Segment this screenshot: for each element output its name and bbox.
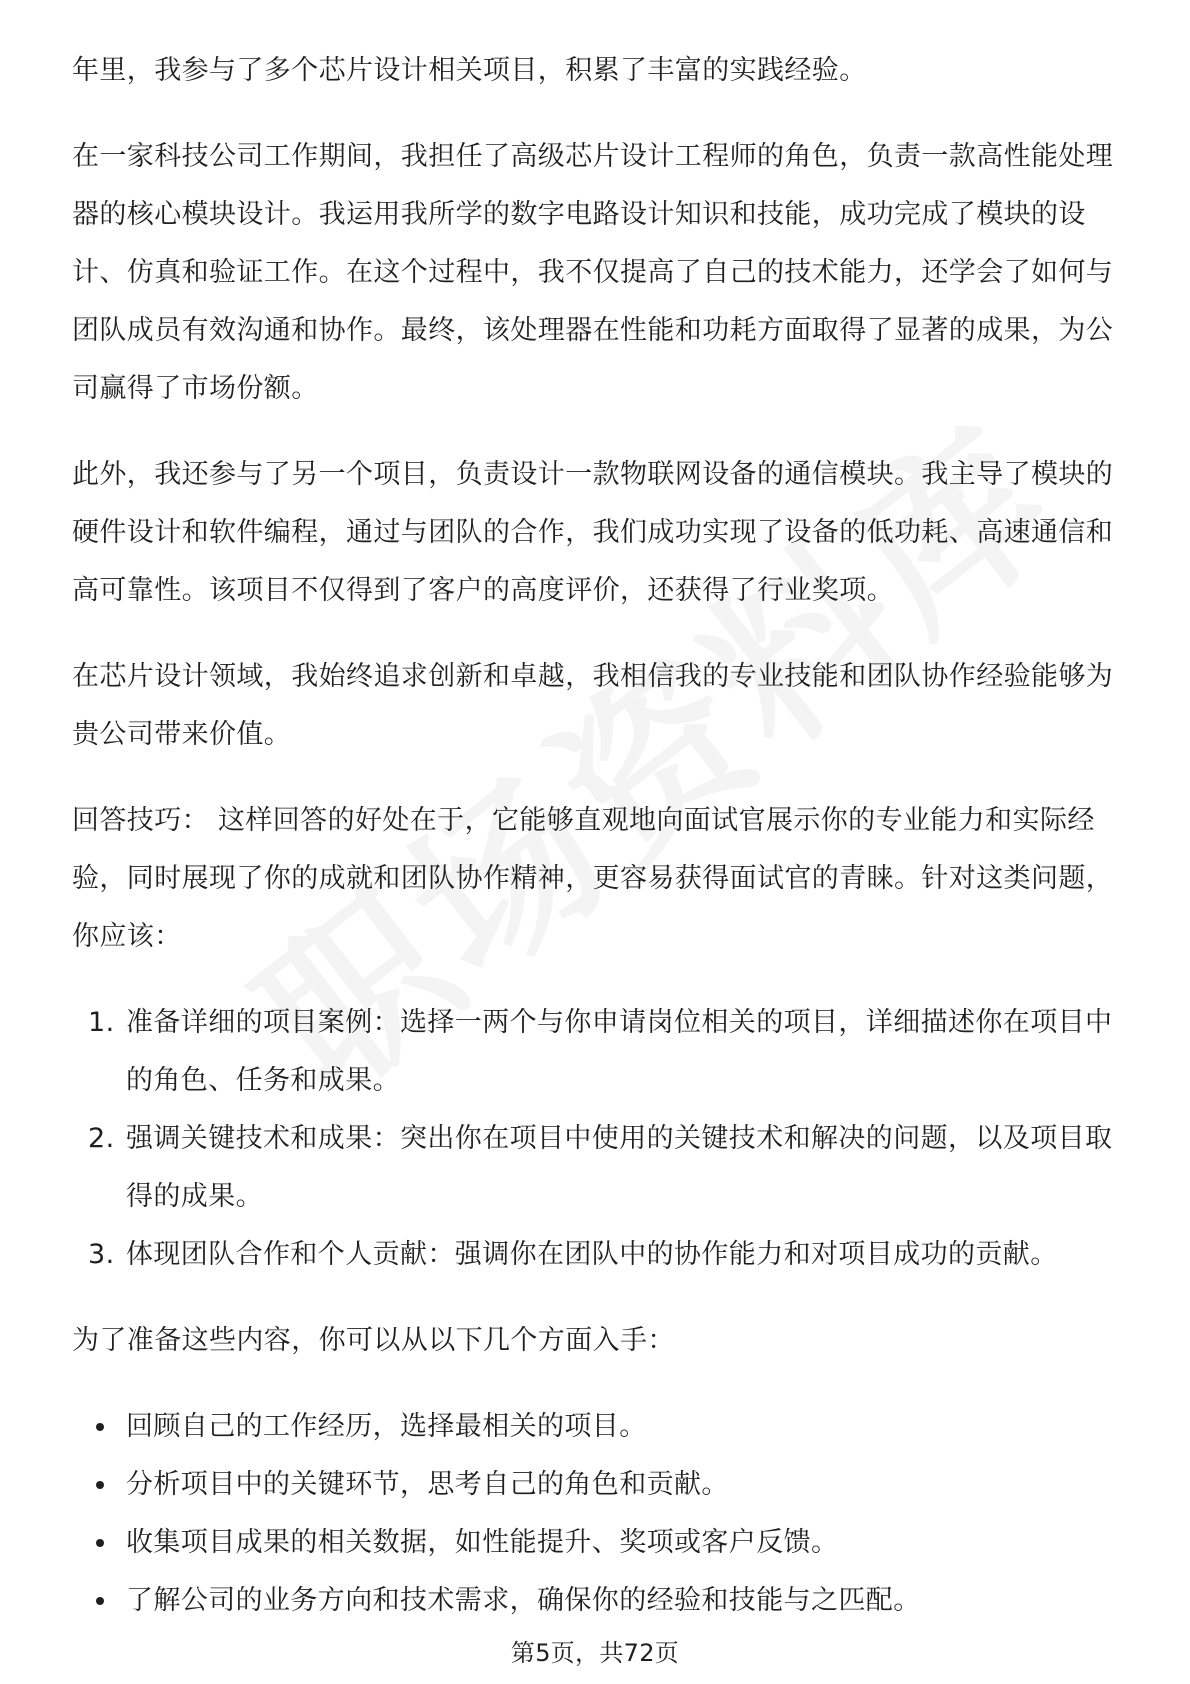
- preparation-list-item: [126, 1456, 1122, 1514]
- bullet-icon: [96, 1539, 104, 1547]
- paragraph-preparation: 为了准备这些内容，你可以从以下几个方面入手：: [72, 1325, 675, 1356]
- bullet-icon: [96, 1481, 104, 1489]
- bullet-icon: [96, 1597, 104, 1605]
- preparation-list-item: [126, 1572, 1122, 1630]
- paragraph-3: 此外，我还参与了另一个项目，负责设计一款物联网设备的通信模块。我主导了模块的硬件设计和软件编程，通过与团队的合作，我们成功实现了设备的低功耗、高速通信和高可靠性。该项目不仅得到了客户的高度评价，还获得了行业奖项。: [72, 459, 1114, 606]
- document-body: [72, 42, 1122, 1630]
- preparation-list-item: [126, 1514, 1122, 1572]
- paragraph-2: 在一家科技公司工作期间，我担任了高级芯片设计工程师的角色，负责一款高性能处理器的核心模块设计。我运用我所学的数字电路设计知识和技能，成功完成了模块的设计、仿真和验证工作。在这个过程中，我不仅提高了自己的技术能力，还学会了如何与团队成员有效沟通和协作。最终，该处理器在性能和功耗方面取得了显著的成果，为公司赢得了市场份额。: [72, 141, 1114, 404]
- list-item-text: 强调关键技术和成果：突出你在项目中使用的关键技术和解决的问题，以及项目取得的成果。: [126, 1123, 1113, 1212]
- paragraph-4: 在芯片设计领域，我始终追求创新和卓越，我相信我的专业技能和团队协作经验能够为贵公司带来价值。: [72, 661, 1114, 750]
- tips-list-item: [88, 1226, 1122, 1284]
- tips-list-item: [88, 1110, 1122, 1226]
- bullet-icon: [96, 1423, 104, 1431]
- page-footer: 第5页，共72页: [510, 1639, 680, 1667]
- list-number: 1.: [88, 1007, 115, 1038]
- paragraph-answer-tips: 回答技巧： 这样回答的好处在于，它能够直观地向面试官展示你的专业能力和实际经验，同时展现了你的成就和团队协作精神，更容易获得面试官的青睐。针对这类问题，你应该：: [72, 805, 1114, 952]
- list-item-text: 回顾自己的工作经历，选择最相关的项目。: [126, 1411, 647, 1442]
- list-item-text: 了解公司的业务方向和技术需求，确保你的经验和技能与之匹配。: [126, 1585, 921, 1616]
- list-number: 3.: [88, 1239, 115, 1270]
- list-item-text: 准备详细的项目案例：选择一两个与你申请岗位相关的项目，详细描述你在项目中的角色、任务和成果。: [126, 1007, 1113, 1096]
- list-item-text: 收集项目成果的相关数据，如性能提升、奖项或客户反馈。: [126, 1527, 839, 1558]
- list-item-text: 分析项目中的关键环节，思考自己的角色和贡献。: [126, 1469, 729, 1500]
- preparation-list-item: [126, 1398, 1122, 1456]
- list-item-text: 体现团队合作和个人贡献：强调你在团队中的协作能力和对项目成功的贡献。: [126, 1239, 1058, 1270]
- tips-list-item: [88, 994, 1122, 1110]
- tips-list: [72, 994, 1122, 1284]
- paragraph-1: 年里，我参与了多个芯片设计相关项目，积累了丰富的实践经验。: [72, 55, 867, 86]
- preparation-list: [72, 1398, 1122, 1630]
- list-number: 2.: [88, 1123, 115, 1154]
